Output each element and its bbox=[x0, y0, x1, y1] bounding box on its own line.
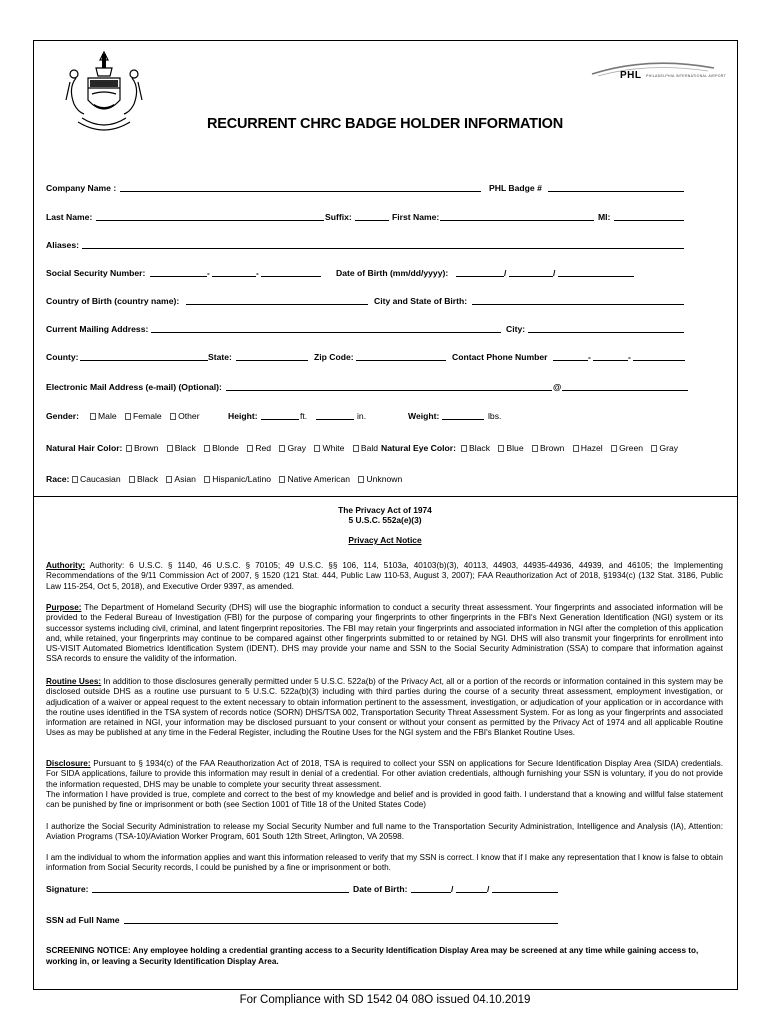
race-option-asian[interactable] bbox=[166, 474, 196, 484]
mailing-address-input[interactable] bbox=[151, 332, 501, 333]
mi-label: MI: bbox=[598, 212, 611, 222]
aliases-label: Aliases: bbox=[46, 240, 79, 250]
state-label: State: bbox=[208, 352, 232, 362]
country-of-birth-input[interactable] bbox=[186, 304, 368, 305]
screening-notice: SCREENING NOTICE: Any employee holding a credential granting access to a Security Identification Display Area may be screened at any time while gaining access to, working in, or leaving a Security Identification Display Area. bbox=[46, 946, 699, 966]
dob-label: Date of Birth (mm/dd/yyyy): bbox=[336, 268, 449, 278]
zip-input[interactable] bbox=[356, 360, 446, 361]
routine-uses-text: In addition to those disclosures generally permitted under 5 U.S.C. 522a(b) of the Privacy Act, all or a portion of the records or information contained in this system may be disclosed outside DHS as a routine use pursuant to 5 U.S.C. 522a(b)(3) including with third parties during the course of a security threat assessment, employment investigation, or adjudication of a waiver or appeal request to the extent necessary to obtain information pertinent to the assessment, investigation, or adjudication of your application or in accordance with the routine uses identified in the TSA system of records notice (SORN) DHS/TSA 002, Transportation Security Threat Assessment System. For as long as your fingerprints and associated information are retained in NGI, your information may be disclosed pursuant to your consent or without your consent as permitted by the Privacy Act of 1974 and all applicable Routine Uses as may be published at any time in the Federal Register, including the Routine Uses for the NGI system and the FBI's Blanket Routine Uses. bbox=[46, 677, 723, 738]
privacy-act-heading: The Privacy Act of 1974 bbox=[338, 505, 432, 515]
option-label: Hazel bbox=[580, 443, 603, 453]
race-option-native-american[interactable] bbox=[279, 474, 350, 484]
option-label: Red bbox=[255, 443, 272, 453]
authority-text: Authority: 6 U.S.C. § 1140, 46 U.S.C. § 70105; 49 U.S.C. §§ 106, 114, 5103a, 40103(b)(3), 40113, 44903, 44935-44936, 44939, and 46105; the Implementing Recommendations of the 9/11 Commission Act of 2007, § 1520 (121 Stat. 444, Public Law 110-53, August 3, 2007); FAA Reauthorization Act of 2018, §1934(c) (132 Stat. 3186, Public Law 115-254, Oct 5, 2018), and Executive Order 9397, as amended. bbox=[46, 561, 723, 591]
option-label: Blue bbox=[506, 443, 524, 453]
ssn-full-name-input[interactable] bbox=[124, 923, 558, 924]
phl-badge-label: PHL Badge # bbox=[489, 183, 542, 193]
race-option-caucasian[interactable] bbox=[72, 474, 121, 484]
signature-label: Signature: bbox=[46, 884, 89, 894]
disclosure-paragraph bbox=[46, 759, 723, 810]
dob-day-input[interactable] bbox=[509, 276, 553, 277]
compliance-footer: For Compliance with SD 1542 04 08O issued 04.10.2019 bbox=[239, 994, 531, 1006]
purpose-heading: Purpose: bbox=[46, 603, 82, 612]
dob-month-input[interactable] bbox=[456, 276, 504, 277]
first-name-label: First Name: bbox=[392, 212, 440, 222]
hair-option-brown[interactable] bbox=[126, 443, 158, 453]
phone-dash: - bbox=[628, 352, 631, 362]
dob-year-input[interactable] bbox=[558, 276, 634, 277]
gender-option-other[interactable] bbox=[170, 411, 200, 421]
eye-color-label: Natural Eye Color: bbox=[381, 443, 456, 453]
disclosure-text: Pursuant to § 1934(c) of the FAA Reauthorization Act of 2018, TSA is required to collect your SSN on applications for Secure Identification Display Area (SIDA) credentials. For SIDA applications, failure to provide this information may result in denial of a credential. For other aviation credentials, although furnishing your SSN is voluntary, if you do not provide the information requested, DHS may be unable to complete your security threat assessment. bbox=[46, 759, 723, 789]
eye-option-blue[interactable] bbox=[498, 443, 523, 453]
city-input[interactable] bbox=[528, 332, 684, 333]
routine-uses-heading: Routine Uses: bbox=[46, 677, 102, 686]
hair-option-bald[interactable] bbox=[353, 443, 378, 453]
height-inches-unit: in. bbox=[357, 411, 367, 421]
weight-label: Weight: bbox=[408, 411, 440, 421]
phl-logo bbox=[588, 60, 726, 86]
country-of-birth-label: Country of Birth (country name): bbox=[46, 296, 180, 306]
checkbox-icon[interactable] bbox=[353, 445, 359, 452]
option-label: White bbox=[322, 443, 345, 453]
checkbox-icon[interactable] bbox=[204, 476, 210, 483]
section-divider bbox=[33, 496, 738, 497]
gender-options bbox=[90, 411, 206, 421]
checkbox-icon[interactable] bbox=[461, 445, 467, 452]
option-label: Caucasian bbox=[80, 474, 121, 484]
individual-paragraph: I am the individual to whom the information applies and want this information released to verify that my SSN is correct. I know that if I make any representation that I know is false to obtain information from Social Security records, I could be punished by a fine or imprisonment or both. bbox=[46, 853, 723, 873]
gender-option-male[interactable] bbox=[90, 411, 117, 421]
option-label: Hispanic/Latino bbox=[212, 474, 272, 484]
phone-dash: - bbox=[588, 352, 591, 362]
checkbox-icon[interactable] bbox=[204, 445, 210, 452]
checkbox-icon[interactable] bbox=[532, 445, 538, 452]
option-label: Asian bbox=[174, 474, 196, 484]
option-label: Green bbox=[619, 443, 644, 453]
option-label: Brown bbox=[134, 443, 159, 453]
height-inches-input[interactable] bbox=[316, 419, 354, 420]
county-label: County: bbox=[46, 352, 79, 362]
dob-slash: / bbox=[504, 268, 507, 278]
email-user-input[interactable] bbox=[226, 390, 552, 391]
mi-input[interactable] bbox=[614, 220, 684, 221]
purpose-text: The Department of Homeland Security (DHS) will use the biographic information to conduct a security threat assessment. Your fingerprints and associated information will be provided to the Federal Bureau of Investigation (FBI) for the purpose of comparing your fingerprints to other fingerprints in the FBI's Next Generation Identification (NGI) system or its successor systems including civil, criminal, and latent fingerprint repositories. The FBI may retain your fingerprints and associated information in NGI after the completion of this application and, while retained, your fingerprints may continue to be compared against other fingerprints submitted to or retained by NGI. DHS will also transmit your fingerprints for enrollment into US-VISIT Automated Biometrics Identification System (IDENT). DHS may provide your name and SSN to the Social Security Administration (SSA) to compare that information against SSA records to ensure the validity of the information. bbox=[46, 603, 723, 664]
logo-subtext: PHILADELPHIA INTERNATIONAL AIRPORT bbox=[646, 74, 726, 78]
race-option-hispanic[interactable] bbox=[204, 474, 271, 484]
checkbox-icon[interactable] bbox=[279, 445, 285, 452]
checkbox-icon[interactable] bbox=[125, 413, 131, 420]
state-input[interactable] bbox=[236, 360, 308, 361]
hair-color-options bbox=[126, 443, 384, 453]
eye-option-brown[interactable] bbox=[532, 443, 564, 453]
county-input[interactable] bbox=[80, 360, 208, 361]
ssn-dash: - bbox=[207, 268, 210, 278]
company-name-input[interactable] bbox=[120, 191, 481, 192]
option-label: Female bbox=[133, 411, 162, 421]
ssn-label: Social Security Number: bbox=[46, 268, 146, 278]
routine-uses-paragraph bbox=[46, 677, 723, 739]
eye-option-green[interactable] bbox=[611, 443, 643, 453]
suffix-input[interactable] bbox=[355, 220, 389, 221]
hair-option-white[interactable] bbox=[314, 443, 344, 453]
gender-option-female[interactable] bbox=[125, 411, 162, 421]
signature-dob-year-input[interactable] bbox=[492, 892, 558, 893]
phone-label: Contact Phone Number bbox=[452, 352, 548, 362]
dob-slash: / bbox=[451, 884, 454, 894]
authority-paragraph bbox=[46, 561, 723, 592]
option-label: Blonde bbox=[212, 443, 239, 453]
eye-option-black[interactable] bbox=[461, 443, 490, 453]
phl-logo-icon bbox=[588, 60, 718, 86]
logo-text: PHL bbox=[620, 70, 642, 81]
email-domain-input[interactable] bbox=[562, 390, 688, 391]
checkbox-icon[interactable] bbox=[90, 413, 96, 420]
checkbox-icon[interactable] bbox=[166, 476, 172, 483]
hair-option-black[interactable] bbox=[167, 443, 196, 453]
eye-option-hazel[interactable] bbox=[573, 443, 603, 453]
checkbox-icon[interactable] bbox=[358, 476, 364, 483]
option-label: Black bbox=[469, 443, 491, 453]
signature-dob-month-input[interactable] bbox=[411, 892, 451, 893]
last-name-label: Last Name: bbox=[46, 212, 93, 222]
purpose-paragraph bbox=[46, 603, 723, 665]
checkbox-icon[interactable] bbox=[167, 445, 173, 452]
checkbox-icon[interactable] bbox=[573, 445, 579, 452]
checkbox-icon[interactable] bbox=[170, 413, 176, 420]
city-state-birth-label: City and State of Birth: bbox=[374, 296, 468, 306]
hair-color-label: Natural Hair Color: bbox=[46, 443, 123, 453]
phone-line-input[interactable] bbox=[633, 360, 685, 361]
company-name-label: Company Name : bbox=[46, 183, 117, 193]
eye-option-gray[interactable] bbox=[651, 443, 678, 453]
disclosure-heading: Disclosure: bbox=[46, 759, 91, 768]
ssn-full-name-label: SSN ad Full Name bbox=[46, 915, 120, 925]
checkbox-icon[interactable] bbox=[314, 445, 320, 452]
checkbox-icon[interactable] bbox=[72, 476, 78, 483]
ssn-part1-input[interactable] bbox=[150, 276, 207, 277]
suffix-label: Suffix: bbox=[325, 212, 352, 222]
hair-option-red[interactable] bbox=[247, 443, 271, 453]
option-label: Native American bbox=[287, 474, 351, 484]
phone-prefix-input[interactable] bbox=[593, 360, 628, 361]
weight-input[interactable] bbox=[442, 419, 484, 420]
checkbox-icon[interactable] bbox=[611, 445, 617, 452]
height-feet-input[interactable] bbox=[261, 419, 299, 420]
phone-area-input[interactable] bbox=[553, 360, 588, 361]
height-label: Height: bbox=[228, 411, 258, 421]
email-at: @ bbox=[553, 382, 562, 392]
city-label: City: bbox=[506, 324, 526, 334]
checkbox-icon[interactable] bbox=[247, 445, 253, 452]
mailing-address-label: Current Mailing Address: bbox=[46, 324, 149, 334]
email-label: Electronic Mail Address (e-mail) (Optional): bbox=[46, 382, 222, 392]
option-label: Black bbox=[174, 443, 196, 453]
checkbox-icon[interactable] bbox=[498, 445, 504, 452]
aliases-input[interactable] bbox=[82, 248, 684, 249]
option-label: Male bbox=[98, 411, 117, 421]
eye-color-options bbox=[461, 443, 684, 453]
height-feet-unit: ft. bbox=[300, 411, 308, 421]
option-label: Black bbox=[137, 474, 159, 484]
weight-unit: lbs. bbox=[488, 411, 502, 421]
hair-option-gray[interactable] bbox=[279, 443, 306, 453]
option-label: Unknown bbox=[366, 474, 403, 484]
phl-badge-input[interactable] bbox=[548, 191, 684, 192]
authorize-paragraph: I authorize the Social Security Administration to release my Social Security Number and full name to the Transportation Security Administration, Intelligence and Analysis (IA), Attention: Aviation Programs (TSA-10)/Aviation Worker Program, 601 South 12th Street, Arlington, VA 20598. bbox=[46, 822, 723, 842]
race-options bbox=[72, 474, 408, 484]
race-label: Race: bbox=[46, 474, 70, 484]
city-state-birth-input[interactable] bbox=[472, 304, 684, 305]
race-option-unknown[interactable] bbox=[358, 474, 402, 484]
checkbox-icon[interactable] bbox=[126, 445, 132, 452]
checkbox-icon[interactable] bbox=[279, 476, 285, 483]
privacy-act-notice-heading: Privacy Act Notice bbox=[348, 535, 422, 545]
privacy-act-citation: 5 U.S.C. 552a(e)(3) bbox=[348, 515, 422, 525]
dob-slash: / bbox=[553, 268, 556, 278]
gender-label: Gender: bbox=[46, 411, 79, 421]
ssn-part3-input[interactable] bbox=[261, 276, 321, 277]
signature-dob-day-input[interactable] bbox=[456, 892, 487, 893]
option-label: Bald bbox=[360, 443, 379, 453]
checkbox-icon[interactable] bbox=[129, 476, 135, 483]
last-name-input[interactable] bbox=[96, 220, 324, 221]
race-option-black[interactable] bbox=[129, 474, 158, 484]
hair-option-blonde[interactable] bbox=[204, 443, 239, 453]
zip-label: Zip Code: bbox=[314, 352, 354, 362]
dob-slash: / bbox=[487, 884, 490, 894]
option-label: Brown bbox=[540, 443, 565, 453]
truth-statement: The information I have provided is true, complete and correct to the best of my knowledge and belief and is provided in good faith. I understand that a knowing and willful false statement can be punished by fine or imprisonment or both (see Section 1001 of Title 18 of the United States Code) bbox=[46, 789, 723, 810]
ssn-dash: - bbox=[256, 268, 259, 278]
option-label: Gray bbox=[659, 443, 679, 453]
option-label: Gray bbox=[287, 443, 307, 453]
option-label: Other bbox=[178, 411, 200, 421]
checkbox-icon[interactable] bbox=[651, 445, 657, 452]
signature-dob-label: Date of Birth: bbox=[353, 884, 408, 894]
page-title: RECURRENT CHRC BADGE HOLDER INFORMATION bbox=[206, 116, 564, 132]
first-name-input[interactable] bbox=[440, 220, 594, 221]
signature-input[interactable] bbox=[92, 892, 349, 893]
authority-heading: Authority: bbox=[46, 561, 86, 570]
ssn-part2-input[interactable] bbox=[212, 276, 256, 277]
